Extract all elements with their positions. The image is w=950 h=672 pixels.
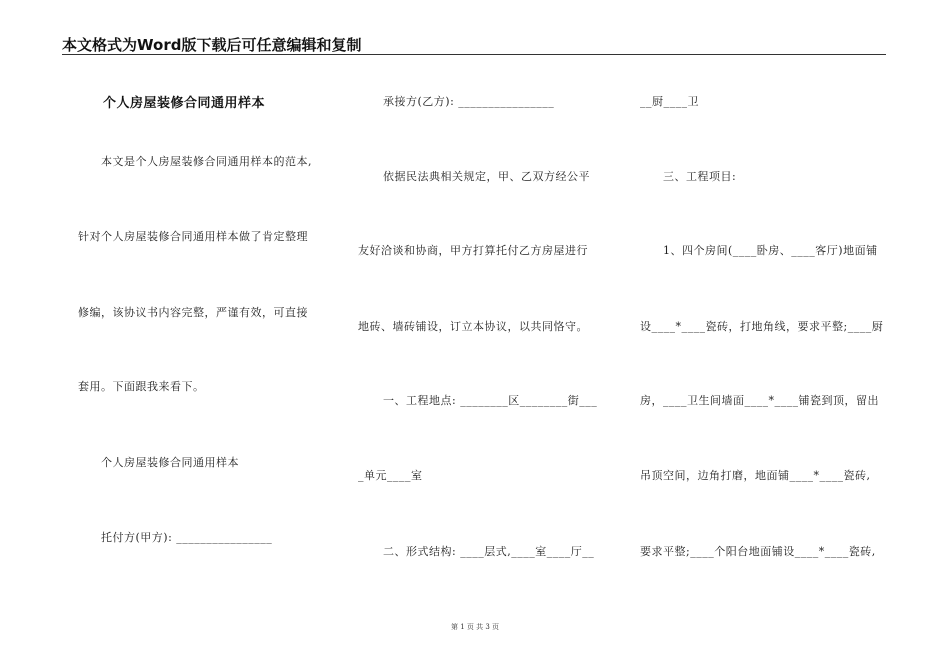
paragraph-line: 修编，该协议书内容完整，严谨有效，可直接 bbox=[78, 306, 308, 319]
paragraph-line: 友好洽谈和协商，甲方打算托付乙方房屋进行 bbox=[358, 244, 588, 257]
paragraph-line: 套用。下面跟我来看下。 bbox=[78, 380, 205, 393]
paragraph-line: _单元____室 bbox=[358, 469, 423, 482]
paragraph-line: 吊顶空间，边角打磨，地面铺____*____瓷砖, bbox=[640, 469, 871, 482]
paragraph-line: 本文是个人房屋装修合同通用样本的范本, bbox=[101, 155, 312, 168]
document-title: 个人房屋装修合同通用样本 bbox=[103, 96, 266, 111]
paragraph-line: 依据民法典相关规定，甲、乙双方经公平 bbox=[383, 170, 590, 183]
section-1-line: 一、工程地点: ________区________街___ bbox=[383, 394, 598, 407]
paragraph-line: 1、四个房间(____卧房、____客厅)地面铺 bbox=[663, 244, 878, 257]
section-3-line: 三、工程项目: bbox=[663, 170, 737, 183]
subtitle-line: 个人房屋装修合同通用样本 bbox=[101, 456, 239, 469]
document-header bbox=[62, 32, 886, 55]
header-title: 本文格式为Word版下载后可任意编辑和复制 bbox=[62, 36, 362, 54]
section-2-line: 二、形式结构: ____层式,____室____厅__ bbox=[383, 545, 595, 558]
page-number: 第 1 页 共 3 页 bbox=[450, 623, 500, 631]
paragraph-line: 地砖、墙砖铺设，订立本协议，以共同恪守。 bbox=[358, 320, 588, 333]
paragraph-line: 针对个人房屋装修合同通用样本做了肯定整理 bbox=[78, 230, 308, 243]
paragraph-line: 要求平整;____个阳台地面铺设____*____瓷砖, bbox=[640, 545, 876, 558]
paragraph-line: 设____*____瓷砖，打地角线，要求平整;____厨 bbox=[640, 320, 884, 333]
paragraph-line: __厨____卫 bbox=[640, 95, 699, 108]
paragraph-line: 房，____卫生间墙面____*____铺瓷到顶，留出 bbox=[640, 394, 879, 407]
party-a-line: 托付方(甲方): ________________ bbox=[101, 531, 273, 544]
party-b-line: 承接方(乙方): ________________ bbox=[383, 95, 555, 108]
